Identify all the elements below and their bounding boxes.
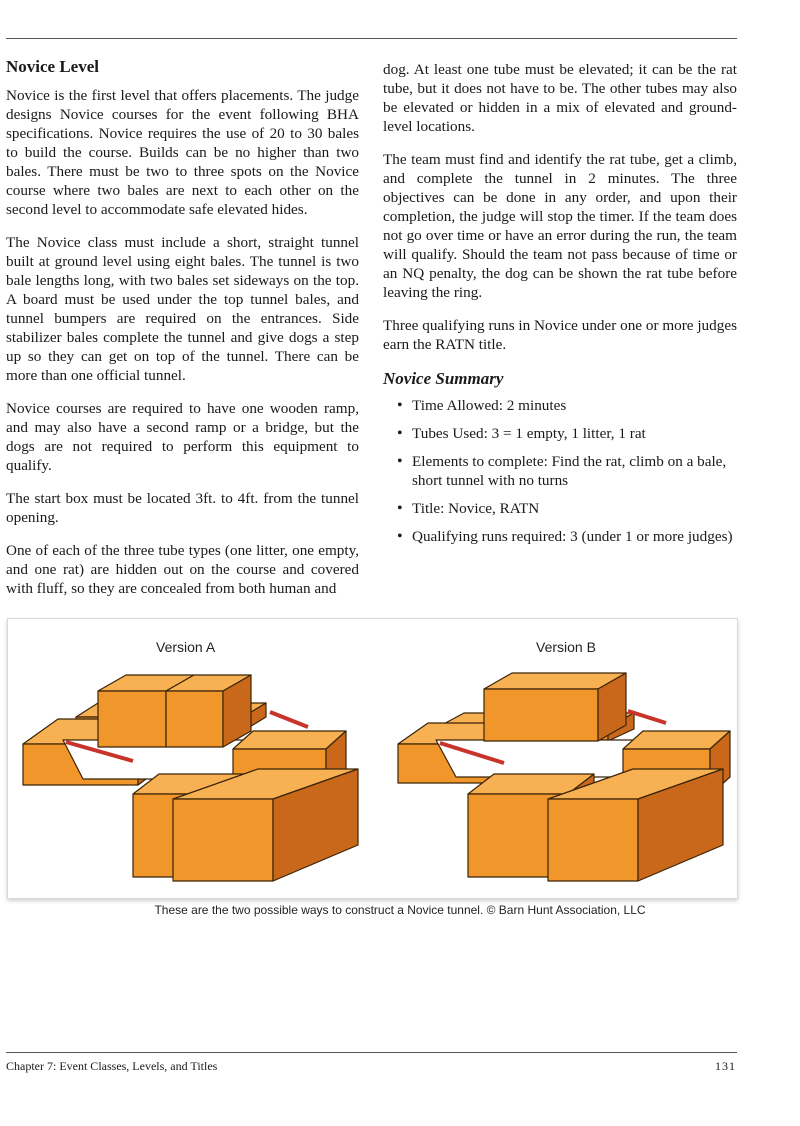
top-rule: [6, 38, 737, 39]
bale-front-face: [548, 799, 638, 881]
bale-front-face: [173, 799, 273, 881]
paragraph: The team must find and identify the rat tube, get a climb, and complete the tunnel in 2 minutes. The three objectives can be done in any order, and upon their completion, the judge will stop the timer. If the team does not go over time or have an error during the run, the team will qualify. Should the team not pass because of time or an NQ penalty, the dog can be shown the rat tube before leaving the ring.: [383, 151, 737, 301]
tunnel-illustration: [8, 619, 737, 898]
paragraph: dog. At least one tube must be elevated; it can be the rat tube, but it does not have to be. The other tubes may also be elevated or hidden in a mix of elevated and ground-level locations.: [383, 61, 737, 135]
summary-item: • Title: Novice, RATN: [397, 499, 737, 518]
section-heading: Novice Level: [6, 57, 99, 76]
version-b-label: Version B: [536, 639, 596, 655]
left-column: [6, 56, 359, 612]
paragraph: The start box must be located 3ft. to 4ft. from the tunnel opening.: [6, 490, 359, 526]
chapter-footer: Chapter 7: Event Classes, Levels, and Titles: [6, 1059, 218, 1073]
summary-item: • Qualifying runs required: 3 (under 1 or more judges): [397, 527, 737, 546]
right-column: [383, 60, 737, 555]
summary-item: • Tubes Used: 3 = 1 empty, 1 litter, 1 rat: [397, 424, 737, 443]
version-a-label: Version A: [156, 639, 216, 655]
paragraph: Three qualifying runs in Novice under one or more judges earn the RATN title.: [383, 317, 737, 353]
bale-front-face: [484, 689, 598, 741]
figure-caption: These are the two possible ways to construct a Novice tunnel. © Barn Hunt Association, LLC: [154, 903, 646, 917]
bottom-rule: [6, 1052, 737, 1053]
paragraph: Novice is the first level that offers placements. The judge designs Novice courses for the event following BHA specifications. Novice requires the use of 20 to 30 bales to build the course. Builds can be no higher than two bales. There must be two to three spots on the Novice course where two bales are next to each other on the second level to accommodate safe elevated hides.: [6, 87, 359, 218]
version-a-drawing: [23, 675, 358, 881]
tunnel-figure: [7, 618, 738, 899]
paragraph: The Novice class must include a short, straight tunnel built at ground level using eight bales. The tunnel is two bale lengths long, with two bales set sideways on the top. A board must be used under the top tunnel bales, and tunnel bumpers are required on the entrances. Side stabilizer bales complete the tunnel and give dogs a step up so they can get on top of the tunnel. There can be more than one official tunnel.: [6, 234, 359, 384]
summary-item: • Time Allowed: 2 minutes: [397, 396, 737, 415]
summary-list: [383, 396, 737, 546]
bale-front-face: [166, 691, 223, 747]
tunnel-bumper: [270, 712, 308, 727]
bale-front-face: [98, 691, 166, 747]
paragraph: One of each of the three tube types (one litter, one empty, and one rat) are hidden out on the course and covered with fluff, so they are concealed from both human and: [6, 542, 359, 597]
paragraph: Novice courses are required to have one wooden ramp, and may also have a second ramp or a bridge, but the dogs are not required to perform this equipment to qualify.: [6, 400, 359, 474]
version-b-drawing: [398, 673, 730, 881]
summary-heading: Novice Summary: [383, 369, 504, 388]
page-number: 131: [715, 1059, 736, 1073]
summary-item: • Elements to complete: Find the rat, climb on a bale, short tunnel with no turns: [397, 452, 737, 490]
